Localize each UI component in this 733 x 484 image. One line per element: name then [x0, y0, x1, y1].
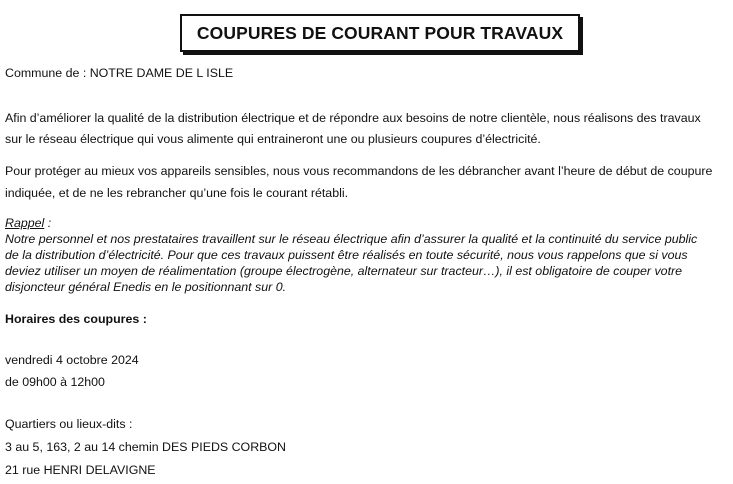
rappel-line-1: Notre personnel et nos prestataires travaillent sur le réseau électrique afin d’assurer la qualité et la continuité du service public: [5, 232, 698, 246]
schedule-heading: Horaires des coupures :: [5, 312, 147, 326]
location-item: 3 au 5, 163, 2 au 14 chemin DES PIEDS CORBON: [5, 440, 286, 454]
rappel-heading-suffix: :: [44, 216, 52, 230]
advice-line-1: Pour protéger au mieux vos appareils sensibles, nous vous recommandons de les débrancher avant l’heure de début de coupure: [5, 164, 713, 178]
title-box: [180, 14, 580, 52]
location-item: 21 rue HENRI DELAVIGNE: [5, 463, 156, 477]
intro-line-1: Afin d’améliorer la qualité de la distribution électrique et de répondre aux besoins de notre clientèle, nous réalisons des travaux: [5, 111, 701, 125]
rappel-heading-line: [5, 215, 51, 231]
rappel-line-3: deviez utiliser un moyen de réalimentation (groupe électrogène, alternateur sur tracteur…), il est obligatoire de couper votre: [5, 264, 683, 278]
advice-line-2: indiquée, et de ne les rebrancher qu’une fois le courant rétabli.: [5, 186, 349, 200]
rappel-line-2: de la distribution d’électricité. Pour que ces travaux puissent être réalisés en toute sécurité, nous vous rappelons que si vous: [5, 248, 688, 262]
locations-heading: Quartiers ou lieux-dits :: [5, 417, 133, 431]
rappel-line-4: disjoncteur général Enedis en le positionnant sur 0.: [5, 280, 287, 294]
page-title: COUPURES DE COURANT POUR TRAVAUX: [196, 22, 564, 43]
schedule-date: vendredi 4 octobre 2024: [5, 353, 139, 367]
intro-line-2: sur le réseau électrique qui vous alimente qui entraineront une ou plusieurs coupures d’électricité.: [5, 132, 541, 146]
commune-line: Commune de : NOTRE DAME DE L ISLE: [5, 66, 234, 80]
rappel-heading: Rappel: [5, 216, 45, 230]
schedule-time: de 09h00 à 12h00: [5, 375, 105, 389]
